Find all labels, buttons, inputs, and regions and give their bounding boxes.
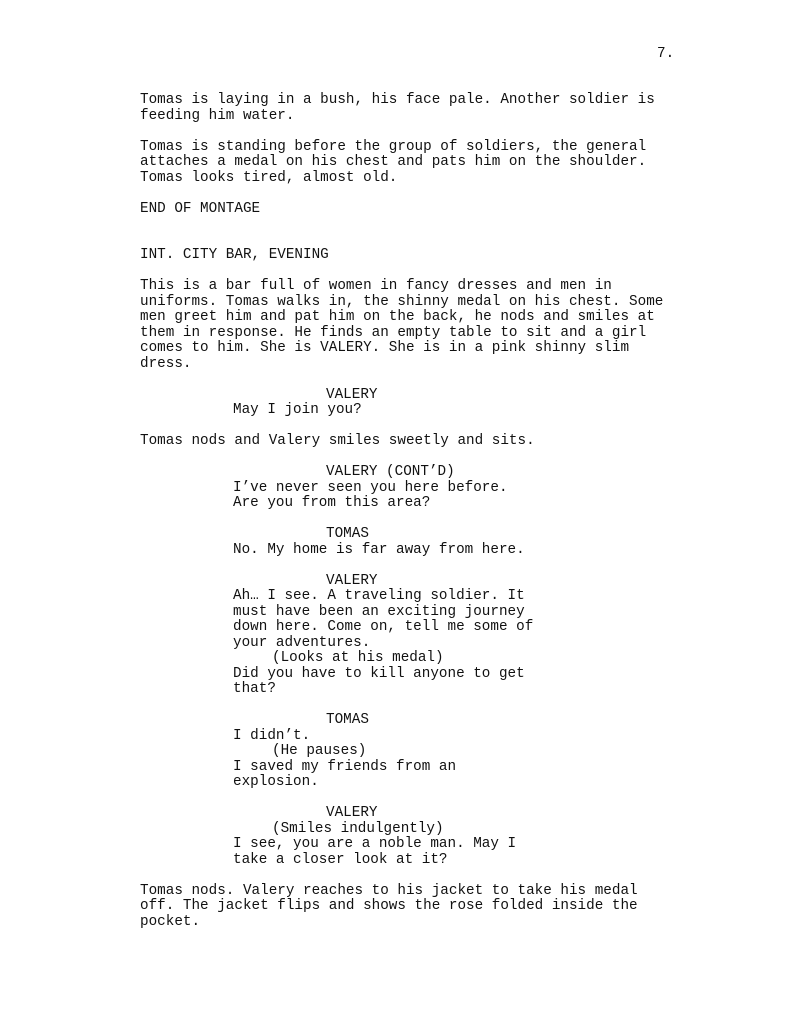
dialogue-line: I’ve never seen you here before. — [233, 479, 508, 496]
dialogue-line: No. My home is far away from here. — [233, 541, 525, 558]
dialogue-line: your adventures. — [233, 634, 371, 651]
dialogue-line: I see, you are a noble man. May I — [233, 836, 517, 852]
dialogue-line: down here. Come on, tell me some of — [233, 619, 534, 635]
dialogue-line: must have been an exciting journey — [233, 603, 525, 620]
scene-heading: INT. CITY BAR, EVENING — [140, 247, 329, 263]
action-line: feeding him water. — [140, 107, 295, 124]
dialogue-line: I saved my friends from an — [233, 758, 457, 775]
action-line: Tomas nods. Valery reaches to his jacket to take his medal — [140, 882, 638, 899]
parenthetical: (Smiles indulgently) — [272, 820, 444, 837]
dialogue-line: Did you have to kill anyone to get — [233, 665, 525, 682]
character-name: VALERY — [326, 572, 378, 589]
action-line: pocket. — [140, 913, 201, 930]
action-line: men greet him and pat him on the back, he nods and smiles at — [140, 309, 655, 325]
character-name: TOMAS — [326, 526, 369, 542]
action-line: dress. — [140, 355, 192, 372]
action-line: Tomas is laying in a bush, his face pale. Another soldier is — [140, 92, 655, 108]
action-line: them in response. He finds an empty table to sit and a girl — [140, 324, 647, 341]
parenthetical: (Looks at his medal) — [272, 650, 444, 666]
character-name: VALERY (CONT’D) — [326, 464, 455, 480]
dialogue-line: explosion. — [233, 774, 319, 790]
dialogue-line: take a closer look at it? — [233, 851, 448, 868]
parenthetical: (He pauses) — [272, 743, 367, 759]
page-number: 7. — [657, 46, 675, 62]
dialogue-line: Ah… I see. A traveling soldier. It — [233, 588, 525, 604]
character-name: VALERY — [326, 386, 378, 403]
action-line: off. The jacket flips and shows the rose folded inside the — [140, 898, 638, 914]
action-line: uniforms. Tomas walks in, the shinny medal on his chest. Some — [140, 293, 664, 310]
action-line: attaches a medal on his chest and pats him on the shoulder. — [140, 154, 647, 170]
action-line: Tomas looks tired, almost old. — [140, 169, 398, 186]
action-line: This is a bar full of women in fancy dresses and men in — [140, 278, 612, 294]
character-name: VALERY — [326, 805, 378, 821]
dialogue-line: that? — [233, 681, 276, 697]
dialogue-line: May I join you? — [233, 402, 362, 418]
dialogue-line: I didn’t. — [233, 727, 311, 744]
action-line: Tomas nods and Valery smiles sweetly and sits. — [140, 433, 535, 449]
character-name: TOMAS — [326, 712, 369, 728]
action-line: Tomas is standing before the group of soldiers, the general — [140, 138, 647, 155]
action-line: comes to him. She is VALERY. She is in a pink shinny slim — [140, 340, 630, 356]
dialogue-line: Are you from this area? — [233, 495, 431, 511]
transition: END OF MONTAGE — [140, 200, 261, 217]
